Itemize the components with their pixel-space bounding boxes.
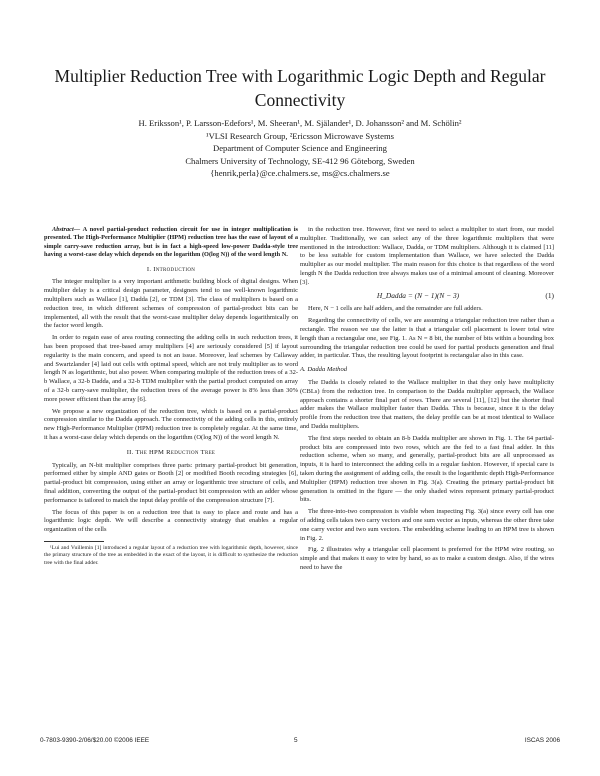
- equation-number: (1): [545, 290, 554, 300]
- author-university: Chalmers University of Technology, SE-412 96 Göteborg, Sweden: [185, 155, 415, 166]
- body-paragraph: Typically, an N-bit multiplier comprises three parts: primary partial-product bit generation, performed either by simple AND gates or Booth [2] or modified Booth recoding strategies [6], partial-product bit compression, using either an array or logarithmic tree structure of cells, and final addition, converting the output of the partial-product bit compression with an adder whose performance is tailored to match the input delay profile of the compression structure [7].: [44, 461, 298, 504]
- body-paragraph: Fig. 2 illustrates why a triangular cell placement is preferred for the HPM wire routing, so simple and that makes it easy to wire by hand, so as to make a custom design. Also, if the wires need to have the: [300, 546, 554, 571]
- body-paragraph: The focus of this paper is on a reduction tree that is easy to place and route and has a logarithmic logic depth. We will describe a connectivity strategy that enables a regular organization of the cells: [44, 508, 298, 534]
- equation-body: H_Dadda = (N − 1)(N − 3): [376, 290, 460, 300]
- author-email: {henrik,perla}@ce.chalmers.se, ms@cs.chalmers.se: [210, 168, 390, 178]
- author-block: [40, 117, 560, 180]
- body-paragraph: Regarding the connectivity of cells, we are assuming a triangular reduction tree rather than a rectangle. The reason we use the latter is that a triangular cell placement is lower total wire length than a rectangular one, see Fig. 1. As N = 8 bit, the number of bits within a bounding box surrounding the triangular reduction tree could be used for partial products generation and final adder, in particular. Thus, the resulting layout footprint is rectangular also in this case.: [300, 317, 554, 360]
- abstract-body: — A novel partial-product reduction circuit for use in integer multiplication is presented. The High-Performance Multiplier (HPM) reduction tree has the ease of layout of a simple carry-save reduction array, but is in fact a high-speed low-power Dadda-style tree having a worst-case delay which depends on the logarithm (O(log N)) of the word length N.: [44, 226, 298, 259]
- footnote: ¹Lui and Vuillemin [1] introduced a regular layout of a reduction tree with logarithmic depth, however, since the primary structure of the tree as embedded in the exact of the layout, it is difficult to synthesize the reduction tree with the final adder.: [44, 544, 298, 566]
- body-paragraph: The integer multiplier is a very important arithmetic building block of digital designs. When multiplier delay is a critical design parameter, designers tend to use well-known logarithmic multipliers such as Wallace [1], Dadda [2], or TDM [3]. The class of multipliers is based on a reduction tree, in which different schemes of compression of partial-product bits can be implemented, all with the result that the worst-case multiplier delay depends logarithmically on the factor word length.: [44, 278, 298, 330]
- body-paragraph: We propose a new organization of the reduction tree, which is based on a partial-product compression similar to the Dadda approach. The connectivity of the adding cells in this, entirely new High-Performance Multiplier (HPM) reduction tree is completely regular. At the same time, it has a worst-case delay which depends on the logarithm (O(log N)) of the word length N.: [44, 407, 298, 441]
- author-affiliation: ¹VLSI Research Group, ²Ericsson Microwave Systems: [206, 130, 394, 141]
- page-footer: [40, 737, 560, 749]
- body-paragraph: The first steps needed to obtain an 8-b Dadda multiplier are shown in Fig. 1. The 64 partial-product bits are compressed into two rows, which are the fed to a fast final adder. In this reduction scheme, when so many, and generally, partial-product bits are all unprocessed as inputs, it is hard to interconnect the adding cells in a regular fashion. However, if special care is taken during the assignment of adding cells, the result is the logarithmic depth High-Performance Multiplier (HPM) reduction tree shown in Fig. 3(a). Creating the primary partial-product bit generation is omitted in the figure — the only shaded wires represent primary partial-product bits.: [300, 434, 554, 504]
- body-paragraph: The Dadda is closely related to the Wallace multiplier in that they only have multiplicity (CBLs) from the reduction tree. In comparison to the Dadda multiplier approach, the Wallace approach contains a shorter final part of rows. There are several [11], [12] but the shorter final adder makes the Wallace multiplier faster than Dadda. This is because, since it is the delay profile from the reduction tree that matters, the delay profile can be at most identical to Wallace and Dadda multipliers.: [300, 378, 554, 430]
- right-column: [300, 226, 554, 576]
- footnote-divider: [44, 541, 104, 542]
- footer-page-number: 5: [294, 737, 298, 744]
- footer-copyright: 0-7803-9390-2/06/$20.00 ©2006 IEEE: [40, 737, 150, 744]
- equation-1: [300, 292, 554, 301]
- section-heading-hpm-tree: II. The HPM Reduction Tree: [126, 448, 216, 456]
- body-paragraph: The three-into-two compression is visible when inspecting Fig. 3(a) since every cell has one of adding cells takes two carry vectors and one sum vector as inputs, whereas the other three take one carry vector and two sum vectors. The embedding scheme leading to an HPM tree is shown in Fig. 2.: [300, 508, 554, 542]
- section-heading-introduction: I. Introduction: [146, 265, 196, 273]
- body-paragraph: in the reduction tree. However, first we need to select a multiplier to start from, our model multiplier. Traditionally, we can select any of the three logarithmic multipliers that were mentioned in the introduction: Wallace, Dadda, or TDM multipliers. Although it is claimed [11] to be less suitable for custom implementation than Wallace, we have selected the Dadda multiplier as our model multiplier. The main reason for this choice is that regardless of the word length N the Dadda reduction tree always makes use of a minimal amount of cleaning. Moreover [3].: [300, 226, 554, 286]
- subsection-heading-dadda: A. Dadda Method: [300, 366, 348, 374]
- abstract: [44, 226, 298, 260]
- body-paragraph: Here, N − 1 cells are half adders, and the remainder are full adders.: [308, 305, 483, 313]
- paper-title: Multiplier Reduction Tree with Logarithmic Logic Depth and Regular Connectivity: [54, 66, 546, 110]
- abstract-lead: Abstract: [52, 226, 74, 233]
- author-department: Department of Computer Science and Engineering: [213, 143, 387, 153]
- body-paragraph: In order to regain ease of area routing connecting the adding cells in such reduction trees, it has been proposed that tree-based array multipliers [4] are seriously considered [5] if layout regularity is the main concern, and speed is not an issue. Moreover, leaf schemes by Callaway and Swartzlander [4] laid out cells with optimal speed, which are not truly multiplier as to word length N as logarithmic, but also power. When comparing multiple of the reduction trees of a 32-b Wallace, a 32-b Dadda, and a 32-b TDM multiplier with the partial product computed on array of a 32-b carry-save multiplier, the reduction trees of the average power is 8% less than 30% more power efficient than the array [6].: [44, 334, 298, 403]
- footer-conference: ISCAS 2006: [524, 737, 560, 744]
- author-names: H. Eriksson¹, P. Larsson-Edefors¹, M. Sheeran¹, M. Själander¹, D. Johansson² and M. Schölin²: [138, 118, 462, 128]
- left-column: [44, 226, 298, 567]
